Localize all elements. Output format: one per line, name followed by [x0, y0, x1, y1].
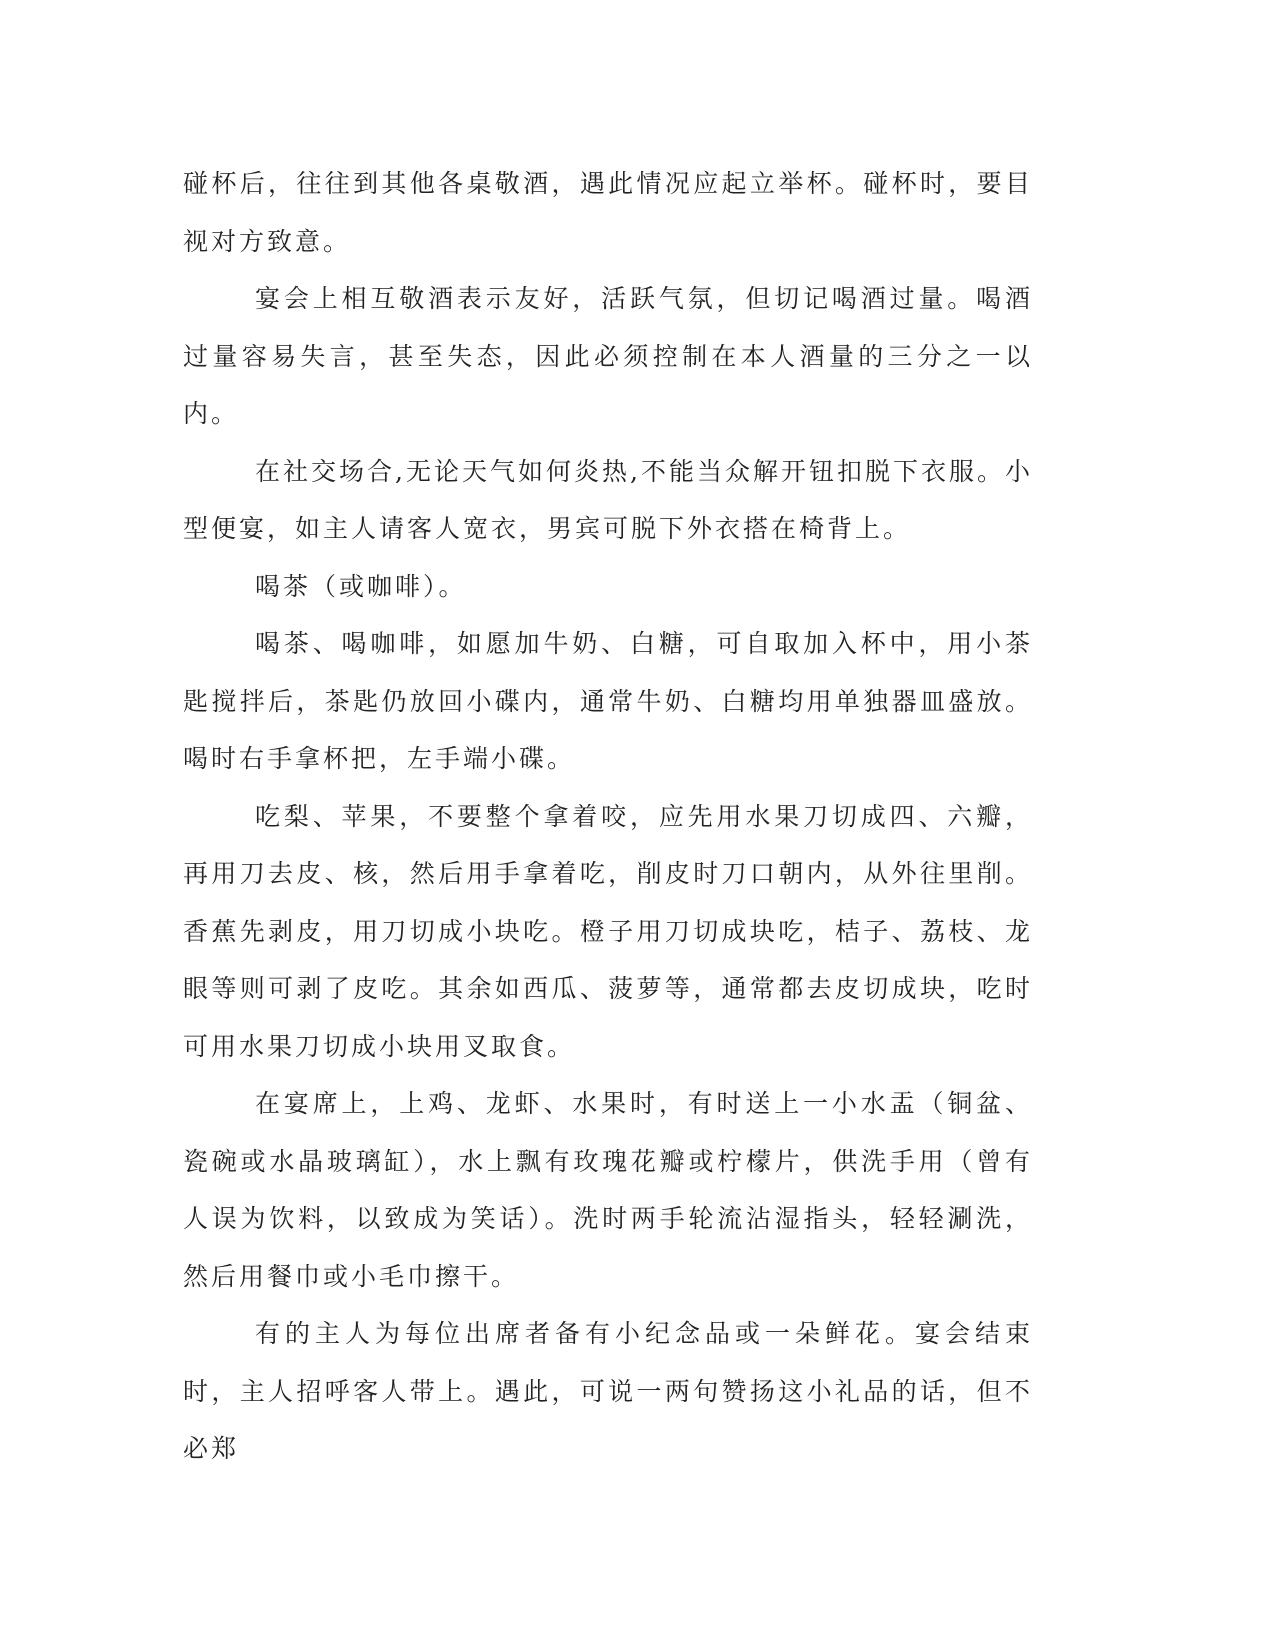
paragraph: 喝茶、喝咖啡，如愿加牛奶、白糖，可自取加入杯中，用小茶匙搅拌后，茶匙仍放回小碟内，通常牛奶、白糖均用单独器皿盛放。喝时右手拿杯把，左手端小碟。: [183, 629, 1033, 773]
paragraph: 在宴席上，上鸡、龙虾、水果时，有时送上一小水盂（铜盆、瓷碗或水晶玻璃缸），水上飘有玫瑰花瓣或柠檬片，供洗手用（曾有人误为饮料，以致成为笑话）。洗时两手轮流沾湿指头，轻轻涮洗，然后用餐巾或小毛巾擦干。: [183, 1089, 1033, 1291]
paragraph: 吃梨、苹果，不要整个拿着咬，应先用水果刀切成四、六瓣，再用刀去皮、核，然后用手拿着吃，削皮时刀口朝内，从外往里削。香蕉先剥皮，用刀切成小块吃。橙子用刀切成块吃，桔子、荔枝、龙眼等则可剥了皮吃。其余如西瓜、菠萝等，通常都去皮切成块，吃时可用水果刀切成小块用叉取食。: [183, 801, 1033, 1061]
body-text: [183, 155, 1033, 1478]
paragraph: 宴会上相互敬酒表示友好，活跃气氛，但切记喝酒过量。喝酒过量容易失言，甚至失态，因此必须控制在本人酒量的三分之一以内。: [183, 284, 1033, 428]
paragraph: 有的主人为每位出席者备有小纪念品或一朵鲜花。宴会结束时，主人招呼客人带上。遇此，可说一两句赞扬这小礼品的话，但不必郑: [183, 1319, 1033, 1463]
paragraph: 喝茶（或咖啡）。: [255, 571, 467, 601]
paragraph: 在社交场合,无论天气如何炎热,不能当众解开钮扣脱下衣服。小型便宴，如主人请客人宽衣，男宾可脱下外衣搭在椅背上。: [183, 456, 1033, 543]
paragraph: 碰杯后，往往到其他各桌敬酒，遇此情况应起立举杯。碰杯时，要目视对方致意。: [183, 169, 1033, 256]
